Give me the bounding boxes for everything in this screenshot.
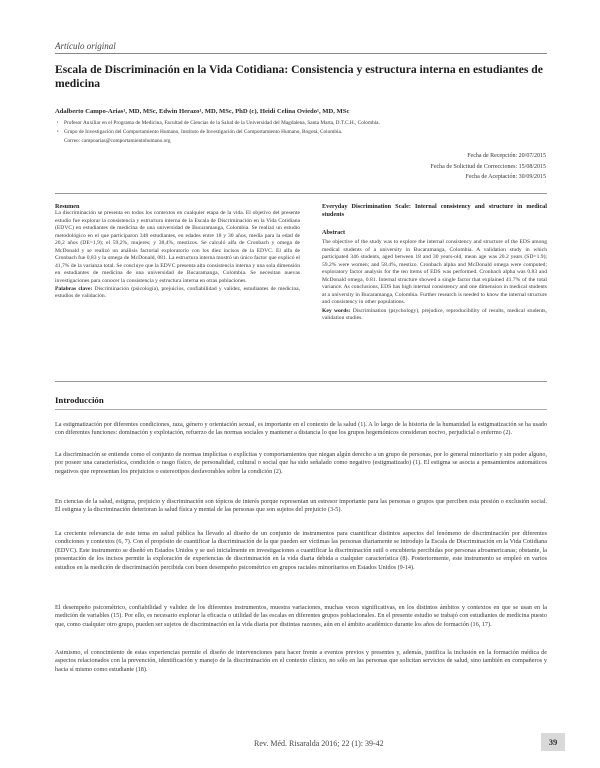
accepted-date: Fecha de Aceptación: 30/09/2015	[465, 174, 546, 180]
abstract-bottom-divider	[55, 381, 547, 382]
keywords-label: Key words:	[322, 307, 351, 314]
corrections-date: Fecha de Solicitud de Correcciones: 15/08/2015	[430, 163, 546, 170]
affiliation-mark: ¹	[57, 120, 59, 125]
affiliation-text: Profesor Auxiliar en el Programa de Medicina, Facultad de Ciencias de la Salud de la Universidad del Magdalena, Santa Marta, D.T.C.H., Colombia.	[64, 120, 380, 126]
intro-paragraph: La creciente relevancia de este tema en salud pública ha llevado al diseño de un conjunto de instrumentos para cuantificar distintos aspectos del fenómeno de discriminación por diferentes condiciones y contextos (6, 7). Con el propósito de cuantificar la discriminación de la que pueden ser víctimas las personas diariamente se introdujo la Escala de Discriminación en la Vida Cotidiana (EDVC). Este instrumento se diseñó en Estados Unidos y se usó inicialmente en investigaciones a cuantificar la discriminación sutil o encubierta percibidas por personas afroamericanas; obstante, la presentación de los incisos permite la exploración de experiencias de discriminación en la vida diaria debida a cualquier característica (8). Posteriormente, este instrumento se empleó en varios estudios en la medición de discriminación percibida con buen desempeño psicométrico en grupos raciales minoritarios en Estados Unidos (9-14).	[55, 530, 547, 571]
abstract-text: The objective of the study was to explore the internal consistency and structure of the EDS among medical students of a university in Bucaramanga, Colombia. A validation study in which participated 346 students, aged between 18 and 30 years-old, mean age was 20.2 years (SD=1.9); 59.2% were women; and 58.4%, mestizo. Cronbach alpha and McDonald omega were computed; exploratory factor analysis for the ten items of EDS was performed. Cronbach alpha was 0.83 and McDonald omega, 0.81. Internal structure showed a single factor that explained 41.7% of the total variance. As conclusions, EDS has high internal consistency and one dimension in medical students at a university in Bucaramanga, Colombia. Further research is needed to know the internal structure and consistency in other populations.	[322, 239, 547, 306]
english-abstract-column	[322, 203, 547, 322]
intro-paragraph: En ciencias de la salud, estigma, prejuicio y discriminación son tópicos de interés porque representan un estresor importante para las personas o grupos que perciben esta presión o exclusión social. El estigma y la discriminación deterioran la salud física y mental de las personas que son sujetos del prejuicio (3-5).	[55, 498, 547, 514]
date-block	[431, 151, 546, 183]
keywords-text: Discrimination (psychology), prejudice, reproducibility of results, medical students, validation studies.	[322, 307, 547, 321]
abstract-heading: Abstract	[322, 229, 346, 236]
contact-email	[64, 137, 544, 145]
article-title: Escala de Discriminación en la Vida Cotidiana: Consistencia y estructura interna en estudiantes de medicina	[55, 63, 543, 90]
author-list: Adalberto Campo-Arias¹, MD, MSc, Edwin Herazo¹, MD, MSc, PhD (c), Heidi Celina Oviedo¹, MD, MSc	[55, 108, 350, 115]
keywords-text: Discriminación (psicología), prejuicios, confiabilidad y validez, estudiantes de medicina, estudios de validación.	[55, 285, 301, 300]
affiliation-text: Grupo de Investigación del Comportamiento Humano, Instituto de Investigación del Comportamiento Humano, Bogotá, Colombia.	[64, 129, 343, 135]
email-text[interactable]: Correo: campoarias@comportamientohumano.org	[64, 138, 171, 144]
abstract-divider	[55, 193, 547, 194]
journal-citation: Rev. Méd. Risaralda 2016; 22 (1): 39-42	[254, 739, 384, 748]
keywords-label: Palabras clave:	[55, 285, 93, 292]
received-date: Fecha de Recepción: 20/07/2015	[467, 153, 546, 159]
affiliation-2	[57, 128, 544, 136]
resumen-keywords	[55, 286, 300, 301]
intro-paragraph: La discriminación se entiende como el conjunto de normas implícitas o explícitas y comportamientos que niegan algún derecho a un grupo de personas, por lo general minoritario y sin poder alguno, por poseer una característica, condición o rasgo físico, de personalidad, cultural o social que ha sido señalado como negativo (estigmatizado) (1). El estigma se asocia a pensamientos automáticos negativos que representan los prejuicios o estereotipos desfavorables sobre la condición (2).	[55, 451, 547, 475]
header-divider	[55, 53, 547, 54]
introduction-heading: Introducción	[55, 395, 104, 405]
intro-paragraph: La estigmatización por diferentes condiciones, raza, género y orientación sexual, es importante en el contexto de la salud (1). A lo largo de la historia de la humanidad la estigmatización se ha usado con diferentes funciones: dominación y explotación, refuerzo de las normas sociales y mantener a distancia lo que los grupos hegemónicos consideran nocivo, perjudicial o enfermo (2).	[55, 421, 547, 437]
english-title: Everyday Discrimination Scale: Internal consistency and structure in medical students	[322, 203, 547, 218]
resumen-text: La discriminación se presenta en todos los contextos en cualquier etapa de la vida. El objetivo del presente estudio fue explorar la consistencia y estructura interna de la Escala de Discriminación en la Vida Cotidiana (EDVC) en estudiantes de medicina de una universidad de Bucaramanga, Colombia. Se realizó un estudio metodológico en el que participaron 348 estudiantes, en edades entre 18 y 30 años, media para la edad de 20,2 años (DE=1,9); el 59,2%, mujeres; y 38,4%, mestizos. Se calculó alfa de Cronbach y omega de McDonald y se realizó un análisis factorial exploratorio con los diez incisos de la EDVC. El alfa de Cronbach fue 0,83 y la omega de McDonald, 081. La estructura interna mostró un único factor que explicó el 41,7% de la varianza total. Se concluye que la EDVC presenta alta consistencia interna y una sola dimensión en estudiantes de medicina de una universidad de Bucaramanga, Colombia. Se necesitan nuevas investigaciones para conocer la consistencia y estructura interna en otras poblaciones.	[55, 210, 300, 284]
affiliation-1	[57, 119, 544, 127]
resumen-column	[55, 203, 300, 301]
intro-paragraph: Asimismo, el conocimiento de estas experiencias permite el diseño de intervenciones para hacer frente a eventos previos y presentes y, además, justifica la inclusión en la formación médica de aspectos relacionados con la prevención, identificación y manejo de la discriminación en el contexto clínico, no sólo en las personas que solicitan servicios de salud, sino también en compañeros y hacia sí mismo como estudiante (18).	[55, 649, 547, 673]
article-type-label: Artículo original	[55, 41, 116, 51]
introduction-divider	[55, 409, 547, 410]
resumen-heading: Resumen	[55, 203, 80, 210]
page-number: 39	[541, 733, 565, 751]
abstract-keywords	[322, 308, 547, 323]
intro-paragraph: El desempeño psicométrico, confiabilidad y validez de los diferentes instrumentos, muestra variaciones, muchas veces significativas, en los distintos ámbitos y contextos en que se usan en la medición de variables (15). Por ello, es necesario explorar la eficacia o utilidad de las escalas en diferentes grupos poblacionales. En el presente estudio se trabajó con estudiantes de medicina puesto que, como cualquier otro grupo, pueden ser sujetos de discriminación en la vida diaria por distintas razones, aún en el ámbito académico durante los años de formación (16, 17).	[55, 604, 547, 628]
affiliation-mark: ²	[57, 129, 59, 134]
